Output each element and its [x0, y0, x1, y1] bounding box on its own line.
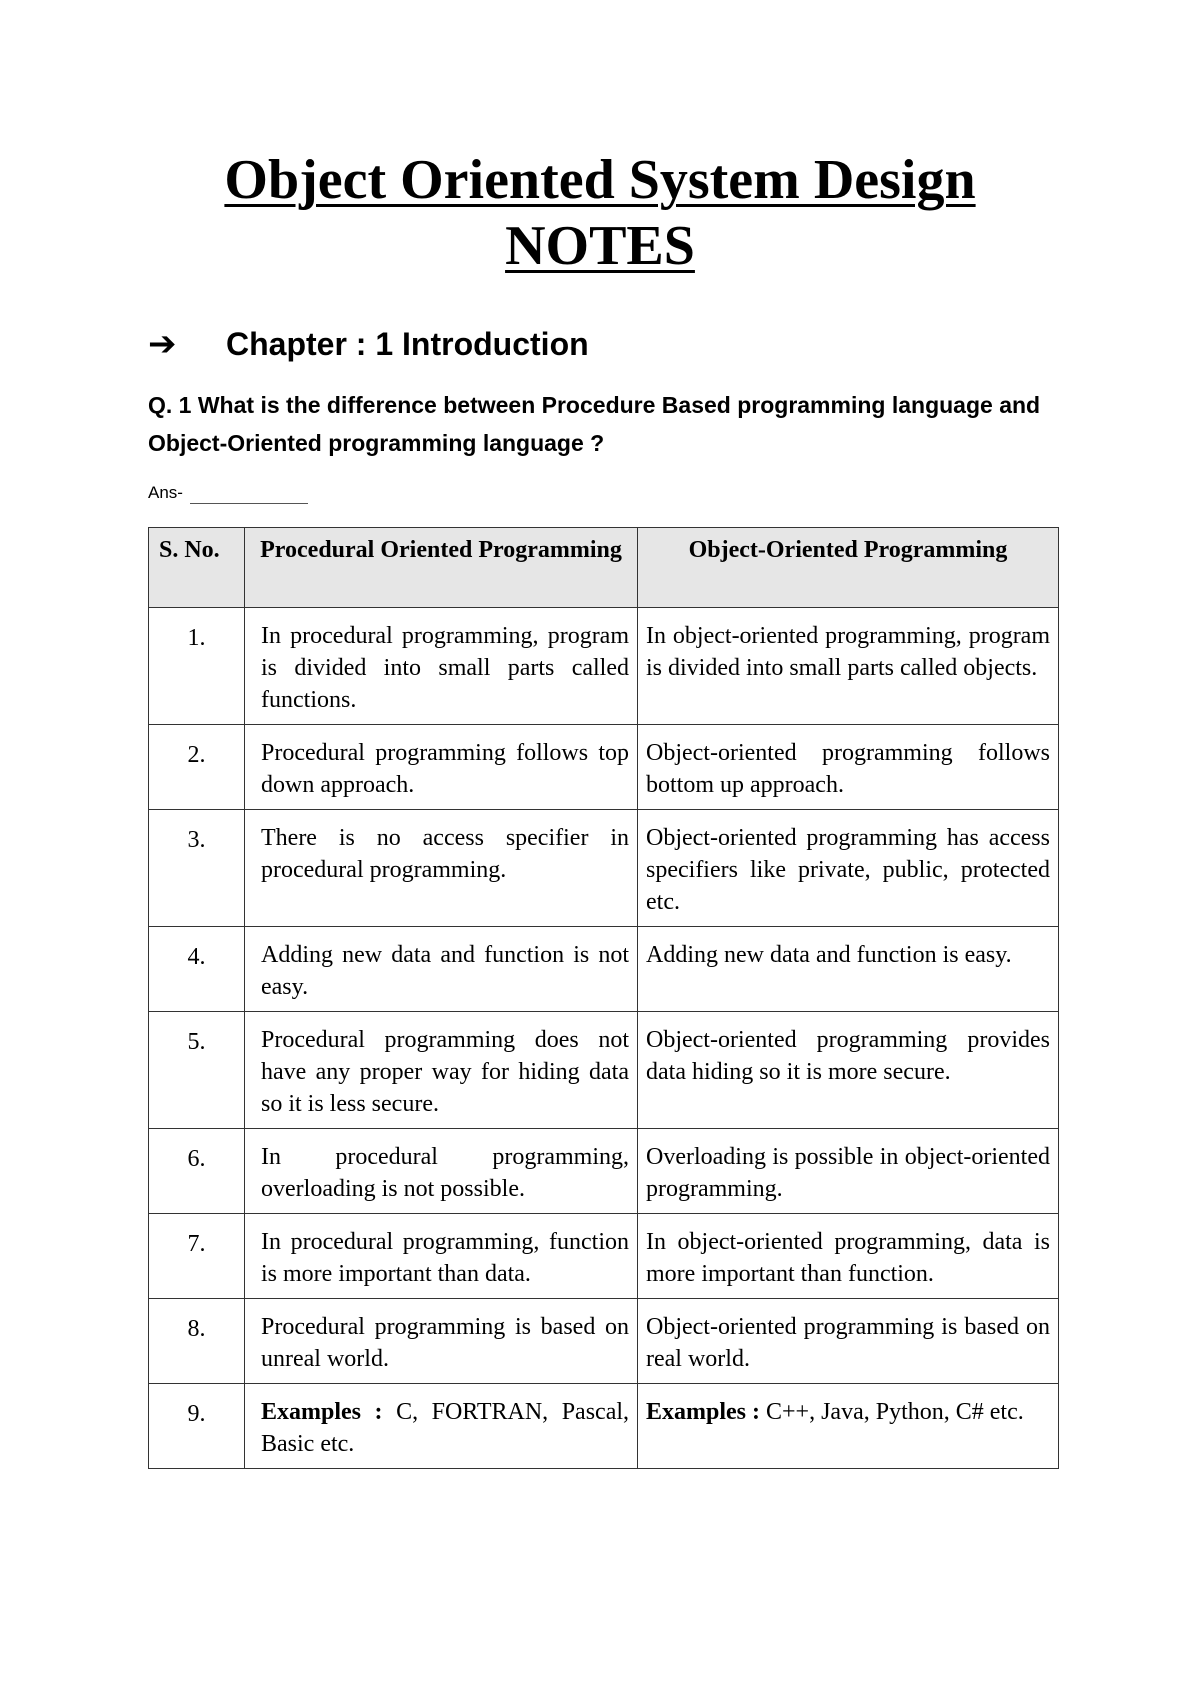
header-sno: S. No. — [149, 528, 245, 608]
table-row — [149, 927, 1059, 1012]
row-sno: 6. — [149, 1129, 245, 1214]
header-oop: Object-Oriented Programming — [638, 528, 1059, 608]
row-oop: Object-oriented programming is based on real world. — [638, 1299, 1059, 1384]
row-oop: Object-oriented programming follows bottom up approach. — [638, 725, 1059, 810]
row-oop: Object-oriented programming provides data hiding so it is more secure. — [638, 1012, 1059, 1129]
row-procedural-examples — [245, 1384, 638, 1469]
row-oop: Overloading is possible in object-oriented programming. — [638, 1129, 1059, 1214]
table-row — [149, 1129, 1059, 1214]
row-procedural: In procedural programming, program is divided into small parts called functions. — [245, 608, 638, 725]
examples-label: Examples : — [646, 1399, 760, 1425]
answer-label: Ans- — [148, 483, 183, 502]
header-procedural: Procedural Oriented Programming — [245, 528, 638, 608]
oop-examples: C++, Java, Python, C# etc. — [766, 1399, 1024, 1425]
row-procedural: Procedural programming does not have any proper way for hiding data so it is less secure. — [245, 1012, 638, 1129]
row-procedural: Procedural programming follows top down approach. — [245, 725, 638, 810]
table-row-examples — [149, 1384, 1059, 1469]
chapter-label: Chapter : 1 Introduction — [226, 326, 589, 362]
row-oop: Adding new data and function is easy. — [638, 927, 1059, 1012]
row-sno: 1. — [149, 608, 245, 725]
table-header-row — [149, 528, 1059, 608]
procedural-examples: C, FORTRAN, Pascal, Basic etc. — [261, 1399, 630, 1457]
row-procedural: There is no access specifier in procedural programming. — [245, 810, 638, 927]
row-sno: 7. — [149, 1214, 245, 1299]
row-sno: 4. — [149, 927, 245, 1012]
question-text: Q. 1 What is the difference between Procedure Based programming language and Object-Oriented programming language ? — [148, 392, 1041, 456]
table-row — [149, 1214, 1059, 1299]
comparison-table — [148, 527, 1059, 1469]
row-sno: 2. — [149, 725, 245, 810]
row-procedural: In procedural programming, overloading is not possible. — [245, 1129, 638, 1214]
table-row — [149, 725, 1059, 810]
row-sno: 9. — [149, 1384, 245, 1469]
arrow-right-icon: ➔ — [148, 325, 177, 363]
row-procedural: Adding new data and function is not easy. — [245, 927, 638, 1012]
answer-underline — [190, 503, 308, 504]
row-procedural: In procedural programming, function is more important than data. — [245, 1214, 638, 1299]
table-row — [149, 1299, 1059, 1384]
row-sno: 3. — [149, 810, 245, 927]
row-procedural: Procedural programming is based on unreal world. — [245, 1299, 638, 1384]
document-title-line1: Object Oriented System Design — [224, 149, 976, 211]
examples-label: Examples : — [261, 1399, 383, 1425]
row-sno: 8. — [149, 1299, 245, 1384]
row-oop: In object-oriented programming, program is divided into small parts called objects. — [638, 608, 1059, 725]
table-row — [149, 1012, 1059, 1129]
table-row — [149, 608, 1059, 725]
row-oop-examples — [638, 1384, 1059, 1469]
row-oop: Object-oriented programming has access specifiers like private, public, protected etc. — [638, 810, 1059, 927]
chapter-heading — [148, 324, 589, 364]
row-oop: In object-oriented programming, data is more important than function. — [638, 1214, 1059, 1299]
row-sno: 5. — [149, 1012, 245, 1129]
document-title-line2: NOTES — [505, 215, 695, 277]
table-row — [149, 810, 1059, 927]
